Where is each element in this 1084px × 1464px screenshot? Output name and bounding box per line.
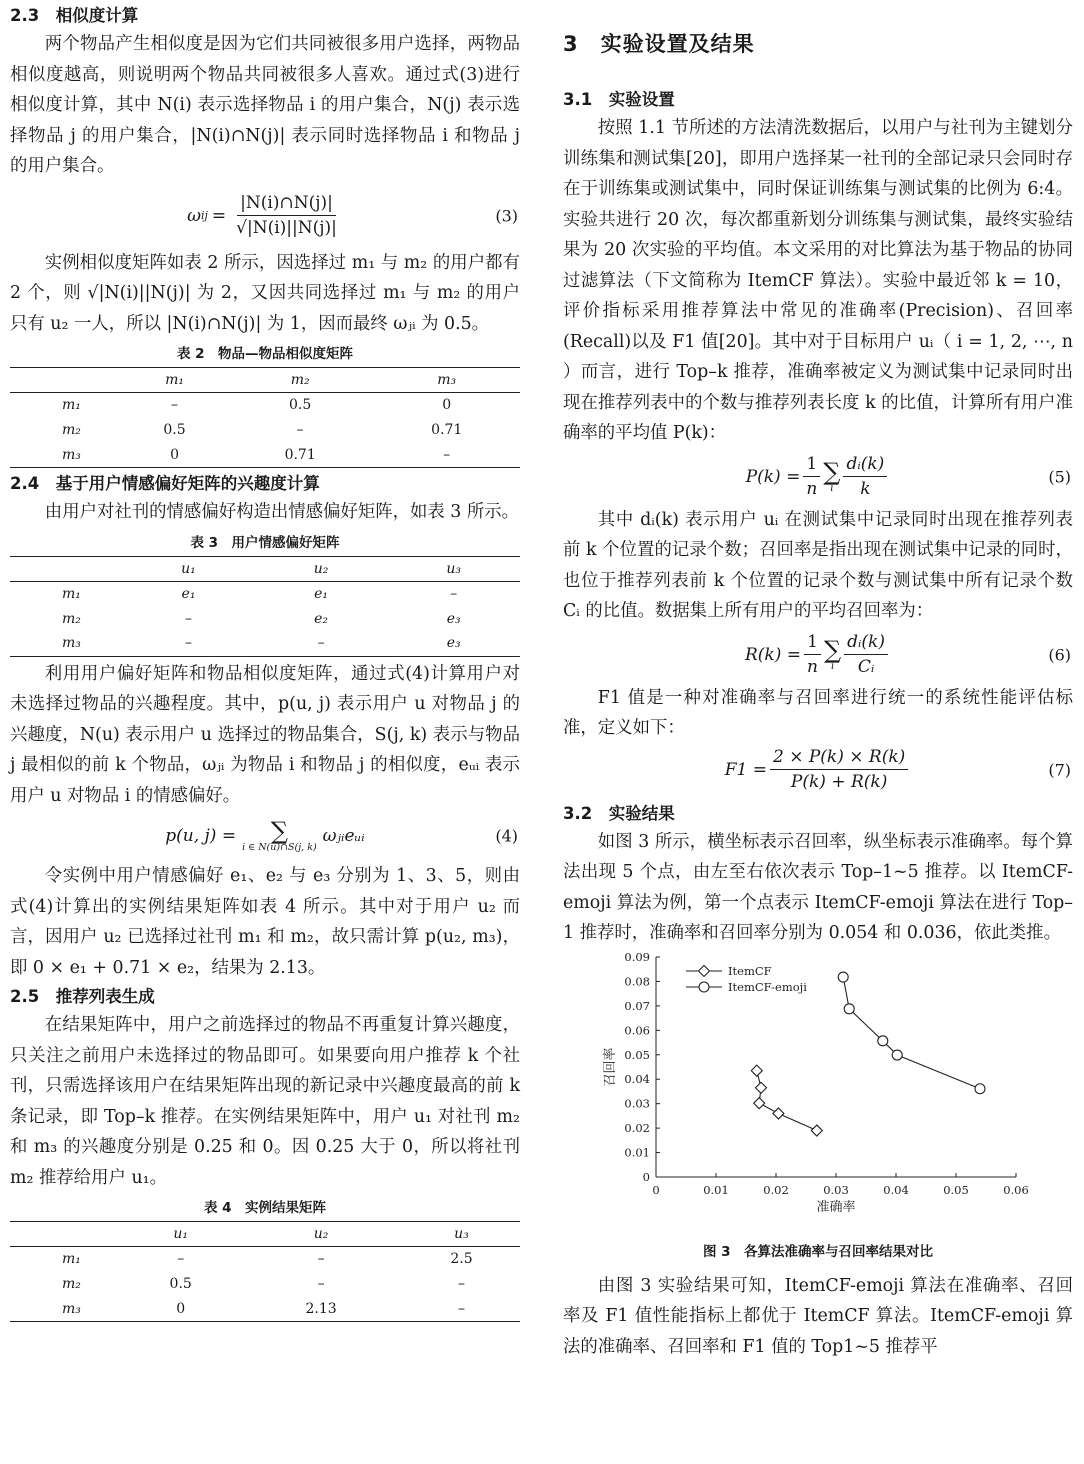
table-row <box>10 631 520 656</box>
section-3-2-paragraph-2: 由图 3 实验结果可知，ItemCF-emoji 算法在准确率、召回率及 F1 值性能指标上都优于 ItemCF 算法。ItemCF-emoji 算法的准确率、召回率和 F1 值的 Top1~5 推荐平 <box>563 1275 1073 1357</box>
table-cell: m₂ <box>62 1276 81 1292</box>
table-4-caption: 表 4 实例结果矩阵 <box>203 1200 327 1216</box>
table-3-header-cell: u₃ <box>387 556 520 581</box>
equation-4 <box>10 811 520 861</box>
table-cell: – <box>443 446 451 463</box>
eq4-sum-sign: ∑ <box>270 817 288 846</box>
table-cell: – <box>296 422 304 438</box>
data-point-itemcf-emoji <box>878 1035 888 1045</box>
legend-marker <box>699 982 709 992</box>
y-tick-label: 0.08 <box>624 973 650 988</box>
section-2-3-paragraph-2: 实例相似度矩阵如表 2 所示，因选择过 m₁ 与 m₂ 的用户都有 2 个，则 √|N(i)||N(j)| 为 2，又因共同选择过 m₁ 与 m₂ 的用户只有 u₂ 一人，所以 |N(i)∩N(j)| 为 1，因而最终 ωⱼᵢ 为 0.5。 <box>10 252 520 334</box>
y-tick-label: 0.03 <box>624 1096 650 1111</box>
table-3-header-row <box>10 556 520 581</box>
y-tick-label: 0.07 <box>624 998 650 1013</box>
legend-label: ItemCF-emoji <box>728 979 807 994</box>
table-2-header-cell <box>10 368 122 393</box>
table-4-header-cell: u₂ <box>239 1222 403 1247</box>
eq4-sum-block <box>242 819 317 853</box>
legend-marker <box>699 965 710 976</box>
table-cell: 2.5 <box>450 1251 473 1268</box>
eq6-fraction-1-denominator: n <box>807 657 818 677</box>
eq5-sum-sign: ∑ <box>823 457 841 486</box>
section-2-4-paragraph-1: 由用户对社刊的情感偏好构造出情感偏好矩阵，如表 3 所示。 <box>44 502 520 522</box>
section-2-5-paragraph-1: 在结果矩阵中，用户之前选择过的物品不再重复计算兴趣度，只关注之前用户未选择过的物品即可。如果要向用户推荐 k 个社刊，只需选择该用户在结果矩阵出现的新记录中兴趣度最高的前 k 条记录，即 Top–k 推荐。在实例结果矩阵中，用户 u₁ 对社刊 m₂ 和 m₃ 的兴趣度分别是 0.25 和 0。因 0.25 大于 0，所以将社刊 m₂ 推荐给用户 u₁。 <box>10 1015 520 1188</box>
table-cell: m₃ <box>62 635 81 652</box>
table-cell: e₃ <box>446 635 461 652</box>
x-tick-label: 0.04 <box>883 1182 909 1197</box>
y-tick-label: 0 <box>642 1169 650 1184</box>
eq7-numerator: 2 × P(k) × R(k) <box>770 746 908 770</box>
data-point-itemcf <box>773 1107 784 1118</box>
eq3-subscript: ij <box>200 209 208 222</box>
table-row <box>10 418 520 443</box>
table-row <box>10 581 520 606</box>
eq5-fraction-1 <box>803 453 820 500</box>
table-3-header-cell: u₁ <box>122 556 255 581</box>
section-2-4-paragraph-3: 令实例中用户情感偏好 e₁、e₂ 与 e₃ 分别为 1、3、5，则由式(4)计算出的实例结果矩阵如表 4 所示。其中对于用户 u₂ 而言，因用户 u₂ 已选择过社刊 m₁ 和 m₂，故只需计算 p(u₂, m₃)，即 0 × e₁ + 0.71 × e₂，结果为 2.13。 <box>10 866 520 978</box>
table-3 <box>10 556 520 657</box>
table-cell: 0.5 <box>169 1276 192 1292</box>
eq7-lhs: F1 = <box>724 759 767 780</box>
table-cell: 0.71 <box>431 422 463 438</box>
y-tick-label: 0.04 <box>624 1071 650 1086</box>
table-2-header-cell: m₃ <box>373 368 520 393</box>
section-2-4-heading: 2.4 基于用户情感偏好矩阵的兴趣度计算 <box>10 474 320 493</box>
right-column <box>563 0 1073 1362</box>
table-cell: 0 <box>170 446 179 463</box>
section-2-5-heading: 2.5 推荐列表生成 <box>10 987 155 1006</box>
table-cell: m₃ <box>62 1300 81 1317</box>
eq6-sum-sign: ∑ <box>823 635 842 664</box>
equation-7 <box>563 744 1073 796</box>
table-2-header-cell: m₁ <box>122 368 227 393</box>
eq4-lhs: p(u, j) = <box>165 826 237 846</box>
eq3-equals: = <box>211 205 227 226</box>
y-axis-label: 召回率 <box>603 1046 618 1087</box>
table-cell: 0 <box>442 397 452 414</box>
section-3-1-paragraph-2: 其中 dᵢ(k) 表示用户 uᵢ 在测试集中记录同时出现在推荐列表前 k 个位置的记录个数；召回率是指出现在测试集中记录的同时，也位于推荐列表前 k 个位置的记录个数与测试集中所有记录个数 Cᵢ 的比值。数据集上所有用户的平均召回率为： <box>563 509 1073 621</box>
table-row <box>10 443 520 468</box>
eq4-rhs: ωⱼᵢeᵤᵢ <box>322 826 365 846</box>
table-cell: – <box>171 397 179 414</box>
eq4-sum-subscript: i ∈ N(u)∩S(j, k) <box>242 842 317 854</box>
data-point-itemcf <box>756 1082 767 1093</box>
table-row <box>10 1247 520 1272</box>
table-cell: – <box>317 1276 325 1292</box>
eq5-fraction-1-denominator: n <box>806 479 818 499</box>
table-4 <box>10 1221 520 1322</box>
y-tick-label: 0.02 <box>624 1120 650 1135</box>
eq5-lhs: P(k) = <box>745 466 801 487</box>
section-2-3-heading: 2.3 相似度计算 <box>10 6 139 25</box>
table-cell: e₁ <box>314 585 329 602</box>
precision-recall-chart <box>563 949 1073 1239</box>
section-2-3-paragraph-1: 两个物品产生相似度是因为它们共同被很多用户选择，两物品相似度越高，则说明两个物品共同被很多人喜欢。通过式(3)进行相似度计算，其中 N(i) 表示选择物品 i 的用户集合，N(j) 表示选择物品 j 的用户集合，|N(i)∩N(j)| 表示同时选择物品 i 和物品 j 的用户集合。 <box>10 34 520 176</box>
table-cell: 0.71 <box>284 446 316 463</box>
table-cell: 0.5 <box>163 422 186 438</box>
section-3-1-heading: 3.1 实验设置 <box>563 90 675 109</box>
table-cell: – <box>177 1251 185 1268</box>
table-cell: – <box>317 1251 325 1268</box>
y-tick-label: 0.09 <box>624 949 650 964</box>
eq7-fraction <box>770 746 908 793</box>
table-cell: m₁ <box>62 1251 81 1268</box>
eq3-numerator: |N(i)∩N(j)| <box>237 192 336 216</box>
table-cell: m₁ <box>62 397 81 414</box>
figure-3 <box>563 949 1073 1239</box>
eq7-number: (7) <box>1048 760 1071 779</box>
x-tick-label: 0.01 <box>703 1182 729 1197</box>
data-point-itemcf-emoji <box>892 1050 902 1060</box>
y-tick-label: 0.05 <box>624 1047 650 1062</box>
data-point-itemcf-emoji <box>844 1003 854 1013</box>
table-cell: m₂ <box>62 610 81 627</box>
legend-label: ItemCF <box>728 963 772 978</box>
table-cell: e₃ <box>446 610 461 627</box>
x-tick-label: 0.06 <box>1003 1182 1029 1197</box>
table-cell: 2.13 <box>305 1300 337 1317</box>
x-tick-label: 0.02 <box>763 1182 789 1197</box>
table-cell: – <box>184 610 192 627</box>
eq5-fraction-2-numerator: dᵢ(k) <box>843 453 887 477</box>
eq6-fraction-2-denominator: Cᵢ <box>857 657 875 677</box>
table-row <box>10 1272 520 1297</box>
eq5-fraction-2 <box>843 453 887 500</box>
table-2-header-cell: m₂ <box>227 368 374 393</box>
eq3-denominator: √|N(i)||N(j)| <box>236 218 337 238</box>
data-point-itemcf <box>811 1125 822 1136</box>
data-point-itemcf-emoji <box>975 1083 985 1093</box>
table-row <box>10 606 520 631</box>
left-column <box>10 0 520 1322</box>
table-4-header-cell: u₁ <box>122 1222 239 1247</box>
x-tick-label: 0 <box>652 1182 660 1197</box>
equation-6 <box>563 627 1073 683</box>
section-3-2-paragraph-1: 如图 3 所示，横坐标表示召回率，纵坐标表示准确率。每个算法出现 5 个点，由左至右依次表示 Top–1~5 推荐。以 ItemCF-emoji 算法为例，第一个点表示 ItemCF-emoji 算法在进行 Top–1 推荐时，准确率和召回率分别为 0.054 和 0.036，依此类推。 <box>563 831 1073 943</box>
table-cell: m₃ <box>62 446 81 463</box>
x-axis-label: 准确率 <box>816 1199 856 1215</box>
table-cell: – <box>457 1300 465 1317</box>
equation-5 <box>563 449 1073 505</box>
eq6-fraction-2 <box>844 631 888 678</box>
table-3-header-cell: u₂ <box>255 556 388 581</box>
table-cell: e₁ <box>181 585 196 602</box>
table-cell: 0 <box>176 1300 186 1317</box>
data-point-itemcf <box>754 1097 765 1108</box>
eq6-fraction-2-numerator: dᵢ(k) <box>844 631 888 655</box>
section-3-2-heading: 3.2 实验结果 <box>563 803 675 823</box>
eq5-sum-subscript: i <box>830 482 834 494</box>
table-cell: m₁ <box>62 585 81 602</box>
eq6-sum-block <box>823 635 842 672</box>
eq6-fraction-1 <box>804 631 821 678</box>
figure-3-caption: 图 3 各算法准确率与召回率结果对比 <box>702 1243 934 1260</box>
section-3-1-paragraph-3: F1 值是一种对准确率与召回率进行统一的系统性能评估标准，定义如下： <box>563 687 1073 738</box>
y-tick-label: 0.01 <box>624 1145 650 1160</box>
eq5-sum-block <box>823 457 841 494</box>
table-row <box>10 393 520 418</box>
table-2-header-row <box>10 368 520 393</box>
x-tick-label: 0.05 <box>943 1182 969 1197</box>
equation-3 <box>10 184 520 248</box>
table-4-header-cell <box>10 1222 122 1247</box>
y-tick-label: 0.06 <box>624 1022 650 1037</box>
table-cell: 0.5 <box>289 397 312 414</box>
series-line-itemcf <box>757 1070 817 1130</box>
eq3-fraction <box>233 192 340 239</box>
table-4-header-cell: u₃ <box>403 1222 520 1247</box>
table-3-caption: 表 3 用户情感偏好矩阵 <box>190 534 340 551</box>
table-2-caption: 表 2 物品—物品相似度矩阵 <box>176 346 354 362</box>
table-3-header-cell <box>10 556 122 581</box>
eq6-number: (6) <box>1048 645 1071 664</box>
eq3-number: (3) <box>495 206 518 225</box>
eq5-fraction-2-denominator: k <box>860 479 871 499</box>
table-row <box>10 1297 520 1322</box>
eq3-omega: ω <box>187 205 201 226</box>
data-point-itemcf-emoji <box>838 972 848 982</box>
table-cell: – <box>450 585 458 602</box>
table-cell: – <box>457 1276 465 1292</box>
table-cell: – <box>184 635 192 652</box>
eq6-lhs: R(k) = <box>745 644 802 665</box>
eq5-number: (5) <box>1048 467 1071 486</box>
eq4-number: (4) <box>495 826 518 846</box>
table-cell: – <box>317 635 325 652</box>
eq5-fraction-1-numerator: 1 <box>803 453 820 477</box>
x-tick-label: 0.03 <box>823 1182 849 1197</box>
table-cell: m₂ <box>62 422 81 438</box>
eq7-denominator: P(k) + R(k) <box>790 772 888 792</box>
table-cell: e₂ <box>314 610 329 627</box>
table-4-header-row <box>10 1222 520 1247</box>
data-point-itemcf <box>751 1065 762 1076</box>
section-3-1-paragraph-1: 按照 1.1 节所述的方法清洗数据后，以用户与社刊为主键划分训练集和测试集[20]，即用户选择某一社刊的全部记录只会同时存在于训练集或测试集中，同时保证训练集与测试集的比例为 6:4。实验共进行 20 次，每次都重新划分训练集与测试集，最终实验结果为 20 次实验的平均值。本文采用的对比算法为基于物品的协同过滤算法（下文简称为 ItemCF 算法）。实验中最近邻 k = 10，评价指标采用推荐算法中常见的准确率(Precision)、召回率(Recall)以及 F1 值[20]。其中对于目标用户 uᵢ（ i = 1, 2, ⋯, n ）而言，进行 Top–k 推荐，准确率被定义为测试集中记录同时出现在推荐列表中的个数与推荐列表长度 k 的比值，计算所有用户准确率的平均值 P(k)： <box>563 118 1073 443</box>
eq6-fraction-1-numerator: 1 <box>804 631 821 655</box>
eq6-sum-subscript: i <box>830 660 835 672</box>
section-3-heading: 3 实验设置及结果 <box>563 32 755 56</box>
section-2-4-paragraph-2: 利用用户偏好矩阵和物品相似度矩阵，通过式(4)计算用户对未选择过物品的兴趣程度。其中，p(u, j) 表示用户 u 对物品 j 的兴趣度，N(u) 表示用户 u 选择过的物品集合，S(j, k) 表示与物品 j 最相似的前 k 个物品，ωⱼᵢ 为物品 i 和物品 j 的相似度，eᵤᵢ 表示用户 u 对物品 i 的情感偏好。 <box>10 663 520 806</box>
table-2 <box>10 367 520 468</box>
series-line-itemcf-emoji <box>843 977 980 1089</box>
